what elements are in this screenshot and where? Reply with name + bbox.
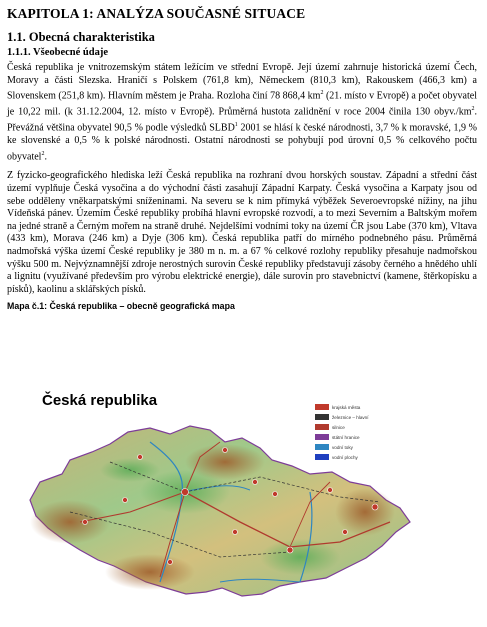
text-span: . Převážná většina obyvatel 90,5 % podle výsledků SLBD xyxy=(7,106,477,134)
legend-swatch xyxy=(315,454,329,460)
paragraph-geography: Z fyzicko-geografického hlediska leží Česká republika na rozhraní dvou horských soustav. Západní a střední část území vyplňuje Česká vysočina a do východní části zasahují Západní Karpaty. Česká vysočina a Karpaty jsou od sebe odděleny vněkarpatskými sníženinami. Na severu se k nim přímyká výběžek Severoevropské nížiny, na jihu Vídeňská pánev. Územím České republiky probíhá hlavní evropské rozvodí, a to mezi Severním a Baltským mořem na jedné straně a Černým mořem na straně druhé. Nejdelšími vodními toky na území ČR jsou Labe (370 km), Vltava (433 km), Morava (246 km) a Dyje (306 km). Česká republika patří do mírného podnebného pásu. Průměrná nadmořská výška území České republiky je 380 m n. m. a 67 % celkové rozlohy republiky přesahuje nadmořskou výšku 500 m. Nejvýznamnější zdroje nerostných surovin České republiky představují zásoby černého a hnědého uhlí a lignitu (využívané především pro výrobu elektrické energie), dále surovin pro stavebnictví (kamene, štěrkopísku a písků), kaolinu a sklářských písků. xyxy=(7,170,477,295)
paragraph-general-data xyxy=(7,62,477,163)
map-legend xyxy=(315,402,395,462)
section-title: 1.1. Obecná charakteristika xyxy=(7,30,155,44)
text-span: . xyxy=(44,150,47,162)
text-span: (21. místo v Evropě) a počet obyvatel je 10,22 mil. (k 31.12.2004, 12. místo v Evropě). Průměrná hustota zalidnění v roce 2004 činila 130 obyv./km xyxy=(7,90,477,118)
subsection-title: 1.1.1. Všeobecné údaje xyxy=(7,47,109,58)
document-page xyxy=(7,6,477,311)
legend-swatch xyxy=(315,414,329,420)
legend-label: vodní toky xyxy=(332,444,353,450)
legend-item xyxy=(315,442,395,452)
legend-label: státní hranice xyxy=(332,434,360,440)
legend-label: vodní plochy xyxy=(332,454,358,460)
legend-swatch xyxy=(315,424,329,430)
footnote-ref[interactable]: 2 xyxy=(41,150,45,157)
legend-item xyxy=(315,422,395,432)
legend-item xyxy=(315,452,395,462)
text-span: 2001 se hlásí k české národnosti, 3,7 % k moravské, 1,9 % ke slovenské a 0,5 % k polské národnosti. Ostatní národnosti se pohybují pod úrovní 0,5 % celkového počtu obyvatel xyxy=(7,122,477,162)
legend-label: krajská města xyxy=(332,404,361,410)
map-title: Česká republika xyxy=(42,392,158,409)
footnote-ref[interactable]: 1 xyxy=(234,122,238,129)
superscript: 2 xyxy=(320,90,324,97)
legend-item xyxy=(315,432,395,442)
legend-item xyxy=(315,402,395,412)
legend-label: silnice xyxy=(332,424,345,430)
map-image xyxy=(10,382,480,622)
chapter-title: KAPITOLA 1: ANALÝZA SOUČASNÉ SITUACE xyxy=(7,6,306,21)
legend-swatch xyxy=(315,404,329,410)
legend-label: železnice – hlavní xyxy=(332,414,369,420)
map-caption: Mapa č.1: Česká republika – obecně geografická mapa xyxy=(7,301,235,312)
superscript: 2 xyxy=(471,106,475,113)
legend-swatch xyxy=(315,434,329,440)
text-span: Česká republika je vnitrozemským státem ležícím ve střední Evropě. Její území zahrnuje historická území Čech, Moravy a části Slezska. Hraničí s Polskem (761,8 km), Německem (810,3 km), Rakouskem (466,3 km) a Slovenskem (251,8 km). Hlavním městem je Praha. Rozloha činí 78 868,4 km xyxy=(7,62,477,102)
legend-swatch xyxy=(315,444,329,450)
legend-item xyxy=(315,412,395,422)
czech-map-figure xyxy=(10,382,480,622)
